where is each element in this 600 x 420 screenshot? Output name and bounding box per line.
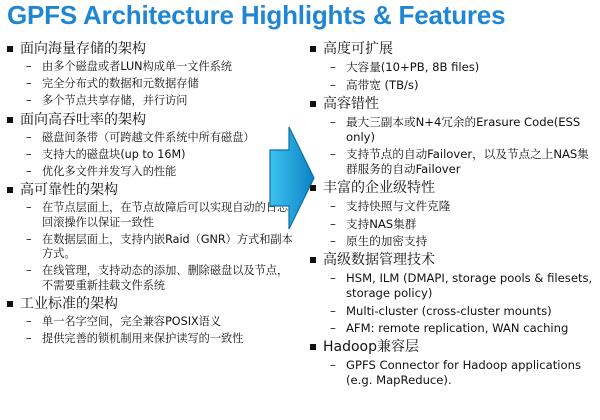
dash-bullet-icon: – <box>330 216 336 231</box>
right-section-item <box>309 304 599 319</box>
right-section-heading <box>309 252 599 269</box>
dash-bullet-icon: – <box>330 321 336 335</box>
right-section-item-text: 支持NAS集群 <box>346 216 417 231</box>
left-section-item <box>6 233 294 262</box>
left-section-item-text: 支持大的磁盘块(up to 16M) <box>42 147 186 161</box>
left-section-heading-text: 工业标准的架构 <box>20 296 118 312</box>
square-bullet-icon <box>310 101 316 107</box>
left-section-item-text: 由多个磁盘或者LUN构成单一文件系统 <box>42 60 233 73</box>
dash-bullet-icon: – <box>330 303 336 318</box>
left-section-item-text: 多个节点共享存储，并行访问 <box>42 94 188 107</box>
square-bullet-icon <box>7 301 13 307</box>
left-section-heading <box>6 182 294 199</box>
left-section-item-text: 提供完善的锁机制用来保护读写的一致性 <box>42 332 244 345</box>
dash-bullet-icon: – <box>26 332 32 345</box>
right-section-heading-text: Hadoop兼容层 <box>323 339 420 355</box>
dash-bullet-icon: – <box>26 94 32 107</box>
left-section-heading <box>6 112 294 129</box>
right-section-item-text: 原生的加密支持 <box>346 234 428 248</box>
slide-title: GPFS Architecture Highlights & Features <box>7 0 506 30</box>
left-section-heading-text: 面向高吞吐率的架构 <box>20 111 146 128</box>
dash-bullet-icon: – <box>330 358 336 372</box>
left-section-item-text: 单一名字空间，完全兼容POSIX语义 <box>42 315 222 328</box>
dash-bullet-icon: – <box>330 234 336 248</box>
right-section-item <box>309 199 599 214</box>
right-section-item-text: HSM, ILM (DMAPI, storage pools & filesets, storage policy) <box>346 271 593 300</box>
right-section-item <box>309 60 599 75</box>
dash-bullet-icon: – <box>26 232 32 246</box>
dash-bullet-icon: – <box>26 315 32 328</box>
left-section-item <box>6 148 294 163</box>
left-section-item <box>6 131 294 146</box>
dash-bullet-icon: – <box>330 271 336 285</box>
right-section-item <box>309 147 599 177</box>
right-section-item <box>309 321 599 336</box>
left-section-heading-text: 面向海量存储的架构 <box>20 41 146 57</box>
left-section-item-text: 优化多文件并发写入的性能 <box>42 164 177 178</box>
left-section-heading-text: 高可靠性的架构 <box>20 182 118 198</box>
right-section-item-text: 高带宽 (TB/s) <box>346 77 419 92</box>
left-section-item-text: 完全分布式的数据和元数据存储 <box>42 77 199 90</box>
left-section-item-text: 在线管理，支持动态的添加、删除磁盘以及节点，不需要重新挂载文件系统 <box>42 264 289 292</box>
left-section-heading <box>6 41 294 58</box>
dash-bullet-icon: – <box>330 77 336 92</box>
dash-bullet-icon: – <box>330 60 336 74</box>
right-section-item-text: 支持节点的自动Failover，以及节点之上NAS集群服务的自动Failover <box>346 147 589 176</box>
left-section-item-text: 磁盘间条带（可跨越文件系统中所有磁盘） <box>42 130 255 144</box>
left-section-heading <box>6 296 294 313</box>
right-section-item-text: 大容量(10+PB, 8B files) <box>346 60 480 74</box>
right-section-heading-text: 高级数据管理技术 <box>323 252 435 268</box>
right-section-heading <box>309 96 599 113</box>
square-bullet-icon <box>7 187 13 193</box>
right-section-item <box>309 217 599 232</box>
dash-bullet-icon: – <box>26 130 32 144</box>
right-section-heading <box>309 339 599 356</box>
dash-bullet-icon: – <box>26 201 32 214</box>
right-section-item <box>309 271 599 301</box>
square-bullet-icon <box>7 117 13 123</box>
right-section-item-text: GPFS Connector for Hadoop applications (e.g. MapReduce). <box>346 358 581 387</box>
square-bullet-icon <box>310 185 316 191</box>
right-section-heading-text: 高度可扩展 <box>323 41 393 57</box>
left-section-item <box>6 77 294 92</box>
right-section-item <box>309 115 599 145</box>
left-section-item-text: 在数据层面上，支持内嵌Raid（GNR）方式和副本方式。 <box>42 232 293 260</box>
right-section-item <box>309 234 599 249</box>
left-section-item <box>6 94 294 109</box>
dash-bullet-icon: – <box>26 60 32 73</box>
right-section-item-text: Multi-cluster (cross-cluster mounts) <box>346 303 552 318</box>
left-section-item <box>6 315 294 330</box>
right-section-heading <box>309 180 599 197</box>
dash-bullet-icon: – <box>330 199 336 213</box>
right-section-heading-text: 高容错性 <box>323 95 379 112</box>
left-section-item <box>6 264 294 293</box>
left-section-item-text: 在节点层面上，在节点故障后可以实现自动的日志回滚操作以保证一致性 <box>42 201 289 229</box>
dash-bullet-icon: – <box>26 147 32 161</box>
square-bullet-icon <box>7 46 13 52</box>
left-section-item <box>6 60 294 75</box>
right-section-heading-text: 丰富的企业级特性 <box>323 180 435 196</box>
dash-bullet-icon: – <box>330 114 336 129</box>
dash-bullet-icon: – <box>26 77 32 90</box>
right-section-heading <box>309 41 599 58</box>
left-section-item <box>6 165 294 180</box>
right-section-item-text: AFM: remote replication, WAN caching <box>346 321 569 335</box>
square-bullet-icon <box>310 46 316 52</box>
dash-bullet-icon: – <box>26 264 32 277</box>
dash-bullet-icon: – <box>330 147 336 161</box>
right-section-item <box>309 78 599 93</box>
left-column <box>6 38 294 349</box>
dash-bullet-icon: – <box>26 164 32 178</box>
right-section-item-text: 最大三副本或N+4冗余的Erasure Code(ESS only) <box>346 114 581 144</box>
right-column <box>309 38 599 391</box>
square-bullet-icon <box>310 344 316 350</box>
right-section-item <box>309 358 599 388</box>
left-section-item <box>6 201 294 230</box>
square-bullet-icon <box>310 257 316 263</box>
left-section-item <box>6 332 294 347</box>
right-section-item-text: 支持快照与文件克隆 <box>346 199 451 213</box>
